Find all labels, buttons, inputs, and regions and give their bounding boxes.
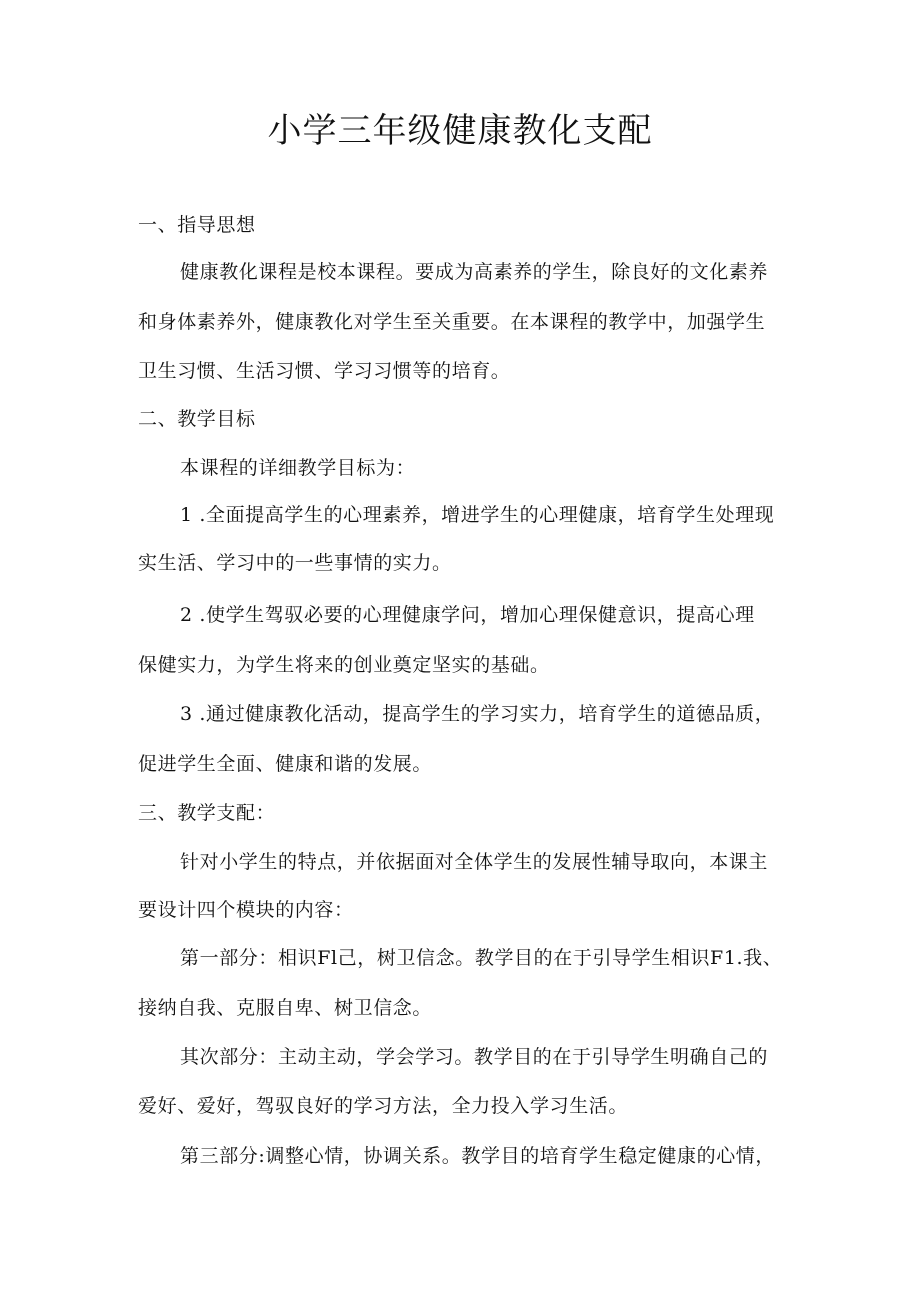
list-item-line: 促进学生全面、健康和谐的发展。 bbox=[138, 753, 433, 775]
paragraph-line: 要设计四个模块的内容： bbox=[138, 899, 354, 921]
paragraph-line: 爱好、爱好，驾驭良好的学习方法，全力投入学习生活。 bbox=[138, 1095, 629, 1117]
document-title: 小学三年级健康教化支配 bbox=[267, 111, 653, 151]
list-item-line: 3 .通过健康教化活动，提高学生的学习实力，培育学生的道德品质， bbox=[180, 703, 775, 725]
section-heading-teaching-arrangement: 三、教学支配： bbox=[138, 802, 276, 824]
paragraph-line: 针对小学生的特点，并依据面对全体学生的发展性辅导取向，本课主 bbox=[180, 851, 769, 873]
list-item-line: 保健实力，为学生将来的创业奠定坚实的基础。 bbox=[138, 654, 550, 676]
paragraph-line: 其次部分：主动主动，学会学习。教学目的在于引导学生明确自己的 bbox=[180, 1046, 769, 1068]
paragraph-line: 第一部分：相识Fl己，树卫信念。教学目的在于引导学生相识F1.我、 bbox=[180, 947, 783, 969]
paragraph-line: 健康教化课程是校本课程。要成为高素养的学生，除良好的文化素养 bbox=[180, 261, 769, 283]
list-item-line: 实生活、学习中的一些事情的实力。 bbox=[138, 552, 452, 574]
section-heading-teaching-goals: 二、教学目标 bbox=[138, 408, 256, 430]
paragraph-line: 卫生习惯、生活习惯、学习习惯等的培育。 bbox=[138, 360, 511, 382]
section-heading-guiding-thought: 一、指导思想 bbox=[138, 214, 256, 236]
list-item-line: 1 .全面提高学生的心理素养，增进学生的心理健康，培育学生处理现 bbox=[180, 504, 775, 526]
paragraph-line: 本课程的详细教学目标为： bbox=[180, 457, 416, 479]
paragraph-line: 接纳自我、克服自卑、树卫信念。 bbox=[138, 997, 433, 1019]
list-item-line: 2 .使学生驾驭必要的心理健康学问，增加心理保健意识，提高心理 bbox=[180, 604, 755, 626]
paragraph-line: 和身体素养外，健康教化对学生至关重要。在本课程的教学中，加强学生 bbox=[138, 311, 766, 333]
paragraph-line: 第三部分:调整心情，协调关系。教学目的培育学生稳定健康的心情， bbox=[180, 1145, 776, 1167]
